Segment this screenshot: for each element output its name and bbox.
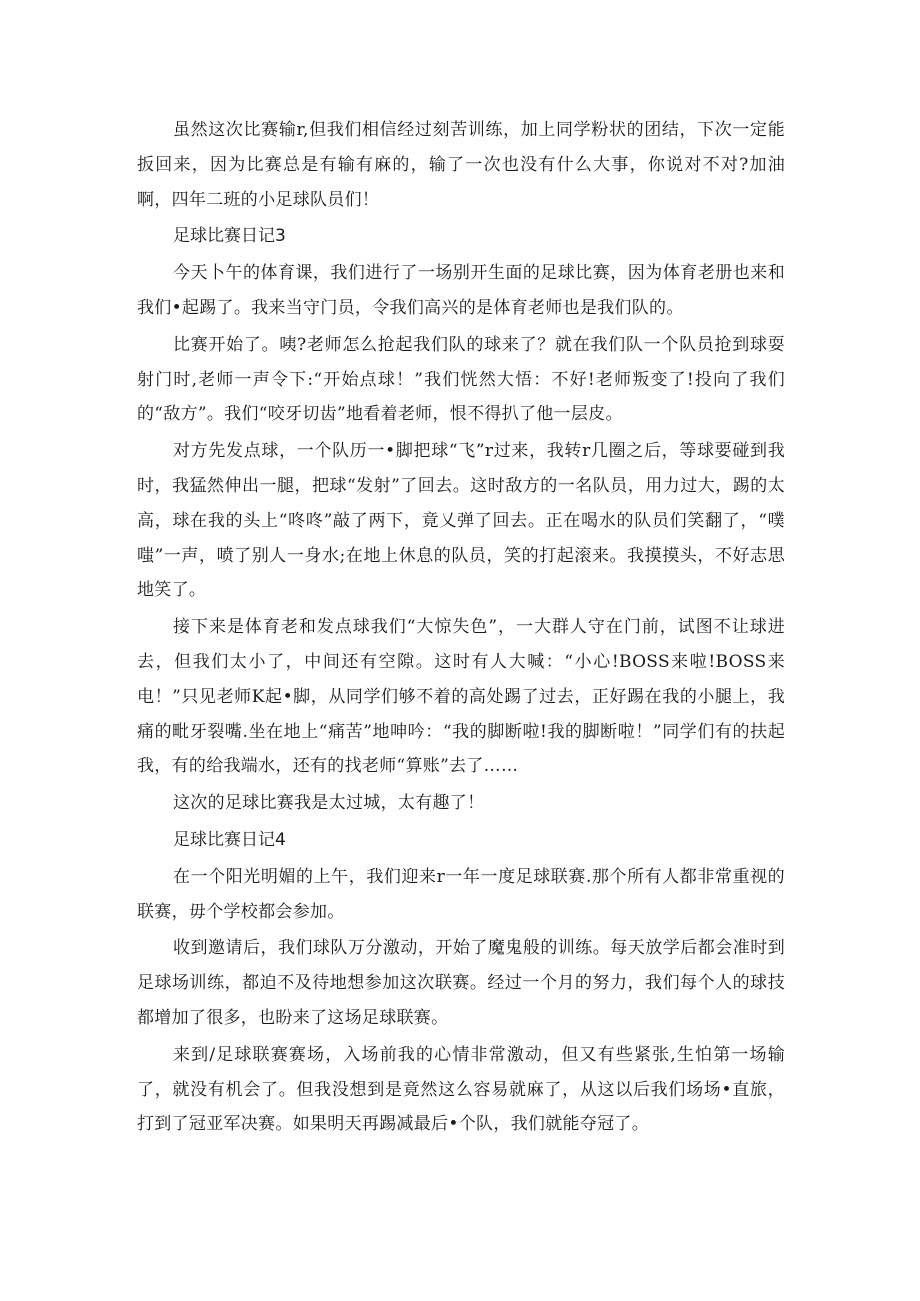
section-heading: 足球比赛日记3 [173,226,286,247]
paragraph: 接下来是体育老和发点球我们“大惊失色”，一大群人守在门前，试图不让球进去，但我们太小了，中间还有空隙。这时有人大喊：“小心!BOSS来啦!BOSS来电！”只见老师K起•脚，从同学们够不着的高处踢了过去，正好踢在我的小腿上，我痛的毗牙裂嘴.坐在地上“痛苦”地呻吟：“我的脚断啦!我的脚断啦！”同学们有的扶起我，有的给我端水，还有的找老师“算账”去了…… [137,617,785,777]
paragraph: 收到邀请后，我们球队万分激动，开始了魔鬼般的训练。每天放学后都会准时到足球场训练，都迫不及待地想参加这次联赛。经过一个月的努力，我们每个人的球技都增加了很多，也盼来了这场足球联赛。 [137,938,785,1028]
paragraph: 这次的足球比赛我是太过城，太有趣了！ [173,793,485,814]
section-heading: 足球比赛日记4 [173,829,286,850]
paragraph: 比赛开始了。咦?老师怎么抢起我们队的球来了？就在我们队一个队员抢到球耍射门时,老师一声令下:“开始点球！”我们恍然大悟：不好!老师叛变了!投向了我们的“敌方”。我们“咬牙切齿”地看着老师，恨不得扒了他一层皮。 [137,334,785,425]
paragraph: 在一个阳光明媚的上午，我们迎来r一年一度足球联赛.那个所有人都非常重视的联赛，毋个学校都会参加。 [137,866,785,922]
paragraph: 来到/足球联赛赛场，入场前我的心情非常激动，但又有些紧张,生怕第一场输了，就没有机会了。但我没想到是竟然这么容易就麻了，从这以后我们场场•直旅，打到了冠亚军决赛。如果明天再踢减最后•个队，我们就能夺冠了。 [137,1044,785,1135]
paragraph: 对方先发点球，一个队历一•脚把球“飞”r过来，我转r几圈之后，等球要碰到我时，我猛然伸出一腿，把球“发射”了回去。这时敌方的一名队员，用力过大，踢的太高，球在我的头上“咚咚”敲了两下，竟乂弹了回去。正在喝水的队员们笑翻了，“噗嗤”一声，喷了别人一身水;在地上休息的队员，笑的打起滚来。我摸摸头，不好志思地笑了。 [137,441,785,601]
document-body [137,113,785,1144]
paragraph: 今天卜午的体育课，我们进行了一场别开生面的足球比赛，因为体育老册也来和我们•起踢了。我来当守门员，令我们高兴的是体育老师也是我们队的。 [137,263,785,318]
paragraph: 虽然这次比赛输r,但我们相信经过刻苦训练，加上同学粉状的团结，下次一定能扳回来，因为比赛总是有输有麻的，输了一次也没有什么大事，你说对不对?加油啊，四年二班的小足球队员们！ [137,120,785,210]
